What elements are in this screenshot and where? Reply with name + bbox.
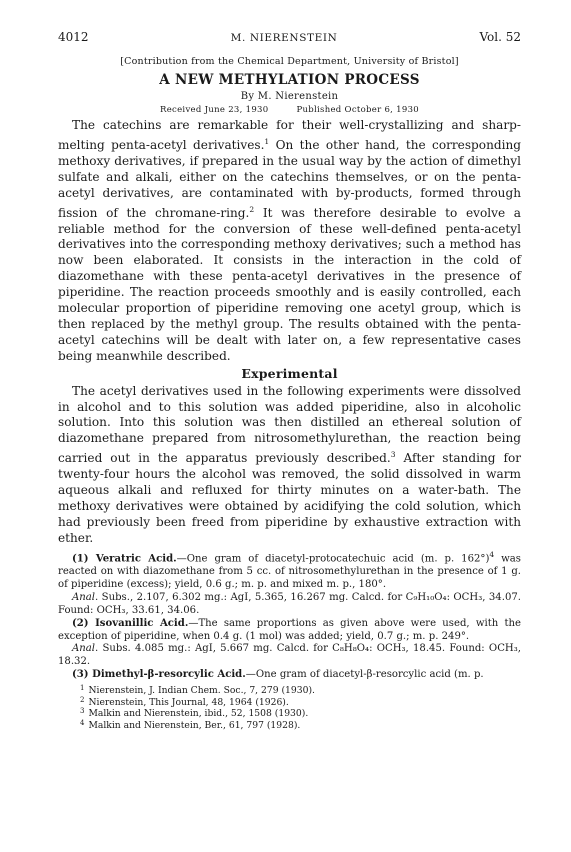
running-header xyxy=(58,30,521,50)
experimental-text-1: The acetyl derivatives used in the following experiments were dissolved in alcohol and to this solution was added piperidine, also in alcoholic solution. Into this solution was then distilled an ethereal solution of diazomethane prepared from nitrosomethylurethan, the reaction being carried out in the apparatus previously described. xyxy=(58,383,521,466)
footnote-number: 4 xyxy=(80,718,85,727)
analysis-veratric-acid xyxy=(58,592,521,618)
volume-number: Vol. 52 xyxy=(479,30,521,44)
item-dimethyl-resorcylic-acid xyxy=(58,669,521,682)
item-text: —One gram of diacetyl-β-resorcylic acid (m. p. xyxy=(245,669,484,681)
contribution-line: [Contribution from the Chemical Department, University of Bristol] xyxy=(120,56,459,67)
running-title: M. NIERENSTEIN xyxy=(230,32,338,44)
footnote-number: 2 xyxy=(80,695,85,704)
item-veratric-acid xyxy=(58,549,521,592)
footnote-text: Malkin and Nierenstein, ibid., 52, 1508 (1930). xyxy=(88,708,309,720)
item-text: —The same proportions as given above were used, with the exception of piperidine, when 0.4 g. (1 mol) was added; yield, 0.7 g.; m. p. 249°. xyxy=(58,617,521,642)
footnote-text: Nierenstein, J. Indian Chem. Soc., 7, 279 (1930). xyxy=(88,685,315,697)
intro-paragraph xyxy=(58,118,521,365)
footnote-text: Nierenstein, This Journal, 48, 1964 (1926). xyxy=(88,696,289,708)
footnote-number: 1 xyxy=(80,684,85,693)
anal-text: Subs., 2.107, 6.302 mg.: AgI, 5.365, 16.267 mg. Calcd. for C₉H₁₀O₄: OCH₃, 34.07. Found: OCH₃, 33.61, 34.06. xyxy=(58,591,521,616)
item-label: (3) Dimethyl-β-resorcylic Acid. xyxy=(72,669,246,681)
date-line xyxy=(58,105,521,115)
footnote xyxy=(80,708,521,720)
received-date: Received June 23, 1930 xyxy=(160,105,269,115)
footnote-ref-2[interactable]: 2 xyxy=(249,204,255,214)
item-label: (2) Isovanillic Acid. xyxy=(72,617,189,629)
footnote-ref-4[interactable]: 4 xyxy=(489,549,495,559)
experimental-text-2: After standing for twenty-four hours the alcohol was removed, the solid dissolved in warm aqueous alkali and refluxed for thirty minutes on a water-bath. The methoxy derivatives were obtained by acidifying the cold solution, which had previously been freed from piperidine by exhaustive extraction with ether. xyxy=(58,451,522,545)
anal-label: Anal. xyxy=(72,591,99,603)
intro-text-1: The catechins are remarkable for their well-crystallizing and sharp-melting penta-acetyl derivatives. xyxy=(58,118,521,152)
page-number: 4012 xyxy=(58,30,89,44)
footnote-number: 3 xyxy=(80,707,85,716)
footnote xyxy=(80,697,521,709)
item-isovanillic-acid xyxy=(58,618,521,644)
intro-text-3: It was therefore desirable to evolve a reliable method for the conversion of these well-defined penta-acetyl derivatives into the corresponding methoxy derivatives; such a method has now been elaborated. It consists in the interaction in the cold of diazomethane with these penta-acetyl derivatives in the presence of piperidine. The reaction proceeds smoothly and is easily controlled, each molecular proportion of piperidine removing one acetyl group, which is then replaced by the methyl group. The results obtained with the penta-acetyl catechins will be dealt with later on, a few representative cases being meanwhile described. xyxy=(58,205,521,363)
section-heading-experimental: Experimental xyxy=(241,365,338,381)
footnote xyxy=(80,720,521,732)
item-text: —One gram of diacetyl-protocatechuic acid (m. p. 162°) xyxy=(176,553,490,565)
footnote-text: Malkin and Nierenstein, Ber., 61, 797 (1928). xyxy=(88,719,301,731)
analysis-isovanillic-acid xyxy=(58,643,521,669)
author-line: By M. Nierenstein xyxy=(240,91,339,102)
item-text: was reacted on with diazomethane from 5 cc. of nitrosomethylurethan in the presence of 1 g. of piperidine (excess); yield, 0.6 g.; m. p. and mixed m. p., 180°. xyxy=(58,553,521,590)
anal-label: Anal. xyxy=(72,643,99,655)
anal-text: Subs. 4.085 mg.: AgI, 5.667 mg. Calcd. for C₈H₈O₄: OCH₃, 18.45. Found: OCH₃, 18.32. xyxy=(58,643,521,668)
published-date: Published October 6, 1930 xyxy=(296,105,419,115)
paper-page xyxy=(58,30,521,732)
footnote-ref-3[interactable]: 3 xyxy=(390,450,396,460)
item-label: (1) Veratric Acid. xyxy=(72,553,177,565)
experimental-paragraph xyxy=(58,384,521,547)
footnotes xyxy=(58,685,521,731)
footnote-ref-1[interactable]: 1 xyxy=(264,136,270,146)
intro-text-2: On the other hand, the corresponding methoxy derivatives, if prepared in the usual way by the action of dimethyl sulfate and alkali, either on the catechins themselves, or on the penta-acetyl derivatives, are contaminated with by-products, formed through fission of the chromane-ring. xyxy=(58,137,521,220)
article-title: A NEW METHYLATION PROCESS xyxy=(159,72,420,88)
footnote xyxy=(80,685,521,697)
